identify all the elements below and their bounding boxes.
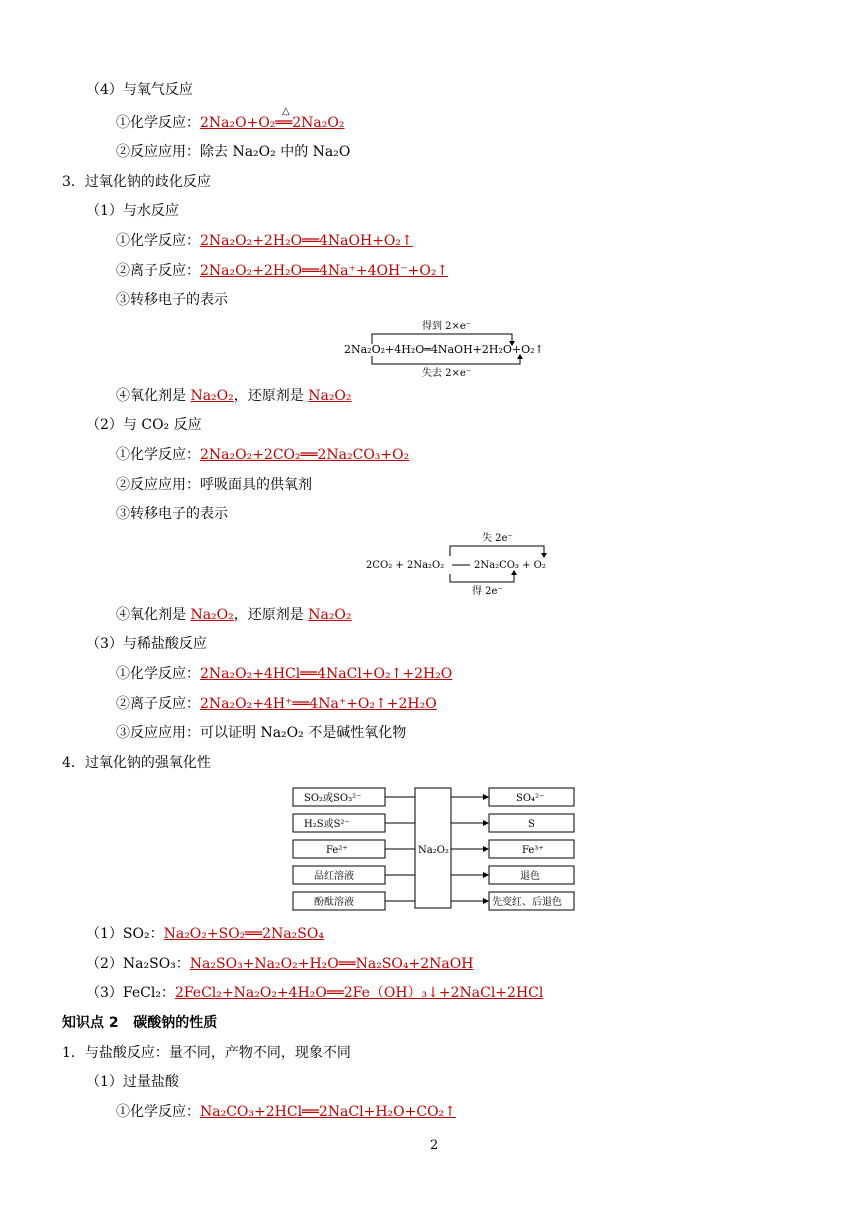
heading-excess-hcl: （1）过量盐酸 xyxy=(86,1074,179,1090)
label: ②离子反应： xyxy=(116,263,200,279)
label: ②离子反应： xyxy=(116,696,200,712)
left-item: H₂S或S²⁻ xyxy=(304,819,350,830)
left-item: 酚酞溶液 xyxy=(314,897,354,908)
line-electron-transfer-1: ③转移电子的表示 xyxy=(116,292,228,308)
top-label: 失 2e⁻ xyxy=(482,533,513,544)
right-item: S xyxy=(528,819,535,830)
section-3-title: 3．过氧化钠的歧化反应 xyxy=(62,174,211,190)
oxidant: Na₂O₂ xyxy=(190,388,234,404)
equation: 2Na₂O₂+2CO₂══2Na₂CO₃+O₂ xyxy=(200,447,410,463)
label: ①化学反应： xyxy=(116,447,200,463)
equation: Na₂O₂+SO₂══2Na₂SO₄ xyxy=(163,926,324,942)
electron-transfer-diagram-co2 xyxy=(364,530,564,600)
heading-co2-reaction: （2）与 CO₂ 反应 xyxy=(86,417,202,433)
line-application-o2: ②反应应用：除去 Na₂O₂ 中的 Na₂O xyxy=(116,144,351,160)
top-label: 得到 2×e⁻ xyxy=(422,321,472,332)
right-item: 退色 xyxy=(520,871,540,882)
left-item: SO₂或SO₃²⁻ xyxy=(304,793,362,804)
reductant: Na₂O₂ xyxy=(308,607,352,623)
oxidant: Na₂O₂ xyxy=(190,607,234,623)
left-item: 品红溶液 xyxy=(314,871,354,882)
electron-transfer-diagram-water xyxy=(340,316,550,378)
label: ①化学反应： xyxy=(116,1104,200,1120)
equation: 2Na₂O₂+4H₂O═4NaOH+2H₂O+O₂↑ xyxy=(344,343,544,356)
label: （1）SO₂： xyxy=(86,926,164,942)
oxidizing-flowchart xyxy=(290,786,580,912)
line-ion-reaction-hcl xyxy=(116,694,437,714)
bottom-label: 得 2e⁻ xyxy=(472,586,503,597)
line-electron-transfer-2: ③转移电子的表示 xyxy=(116,506,228,522)
line-chem-reaction-o2 xyxy=(116,113,344,133)
left-item: Fe²⁺ xyxy=(326,845,348,856)
line-ion-reaction-water xyxy=(116,261,448,281)
knowledge-point-2: 知识点 2 碳酸钠的性质 xyxy=(62,1015,218,1031)
equation: 2FeCl₂+Na₂O₂+4H₂O══2Fe（OH）₃↓+2NaCl+2HCl xyxy=(174,985,544,1001)
line-na2so3 xyxy=(86,954,473,974)
equation: 2Na₂O₂+2H₂O══4NaOH+O₂↑ xyxy=(200,233,413,249)
right-side: 2Na₂CO₃ + O₂ xyxy=(474,560,546,571)
page-number: 2 xyxy=(430,1138,439,1153)
equation: Na₂SO₃+Na₂O₂+H₂O══Na₂SO₄+2NaOH xyxy=(189,956,474,972)
heading-hcl-reaction: （3）与稀盐酸反应 xyxy=(86,636,207,652)
line-oxidant-reductant-1: ④氧化剂是 Na₂O₂，还原剂是 Na₂O₂ xyxy=(116,388,352,404)
line-application-hcl: ③反应应用：可以证明 Na₂O₂ 不是碱性氧化物 xyxy=(116,725,407,741)
equation: Na₂CO₃+2HCl══2NaCl+H₂O+CO₂↑ xyxy=(200,1104,456,1120)
label: ①化学反应： xyxy=(116,233,200,249)
reductant: Na₂O₂ xyxy=(308,388,352,404)
equation: 2Na₂O+O₂══2Na₂O₂ xyxy=(200,115,345,131)
right-item: 先变红、后退色 xyxy=(492,897,562,908)
label: ①化学反应： xyxy=(116,115,200,131)
equation: 2Na₂O₂+4H⁺══4Na⁺+O₂↑+2H₂O xyxy=(200,696,437,712)
left-side: 2CO₂ + 2Na₂O₂ xyxy=(366,560,445,571)
line-chem-reaction-hcl xyxy=(116,664,452,684)
label: ①化学反应： xyxy=(116,666,200,682)
heading-oxygen-reaction: （4）与氧气反应 xyxy=(86,82,193,98)
line-oxidant-reductant-2: ④氧化剂是 Na₂O₂，还原剂是 Na₂O₂ xyxy=(116,607,352,623)
heading-water-reaction: （1）与水反应 xyxy=(86,203,179,219)
right-item: Fe³⁺ xyxy=(522,845,544,856)
section-4-title: 4．过氧化钠的强氧化性 xyxy=(62,755,211,771)
line-application-co2: ②反应应用：呼吸面具的供氧剂 xyxy=(116,477,312,493)
label: （2）Na₂SO₃： xyxy=(86,956,190,972)
equation: 2Na₂O₂+4HCl══4NaCl+O₂↑+2H₂O xyxy=(200,666,453,682)
right-item: SO₄²⁻ xyxy=(516,793,545,804)
label: （3）FeCl₂： xyxy=(86,985,175,1001)
center-label: Na₂O₂ xyxy=(418,845,449,856)
line-so2 xyxy=(86,924,324,944)
line-chem-reaction-water xyxy=(116,231,413,251)
line-chem-reaction-co2 xyxy=(116,445,409,465)
bottom-label: 失去 2×e⁻ xyxy=(422,368,472,378)
line-fecl2 xyxy=(86,983,543,1003)
heat-symbol: △ xyxy=(282,106,290,117)
section-1-title: 1．与盐酸反应：量不同，产物不同，现象不同 xyxy=(62,1045,351,1061)
line-chem-reaction-na2co3 xyxy=(116,1102,456,1122)
equation: 2Na₂O₂+2H₂O══4Na⁺+4OH⁻+O₂↑ xyxy=(200,263,449,279)
